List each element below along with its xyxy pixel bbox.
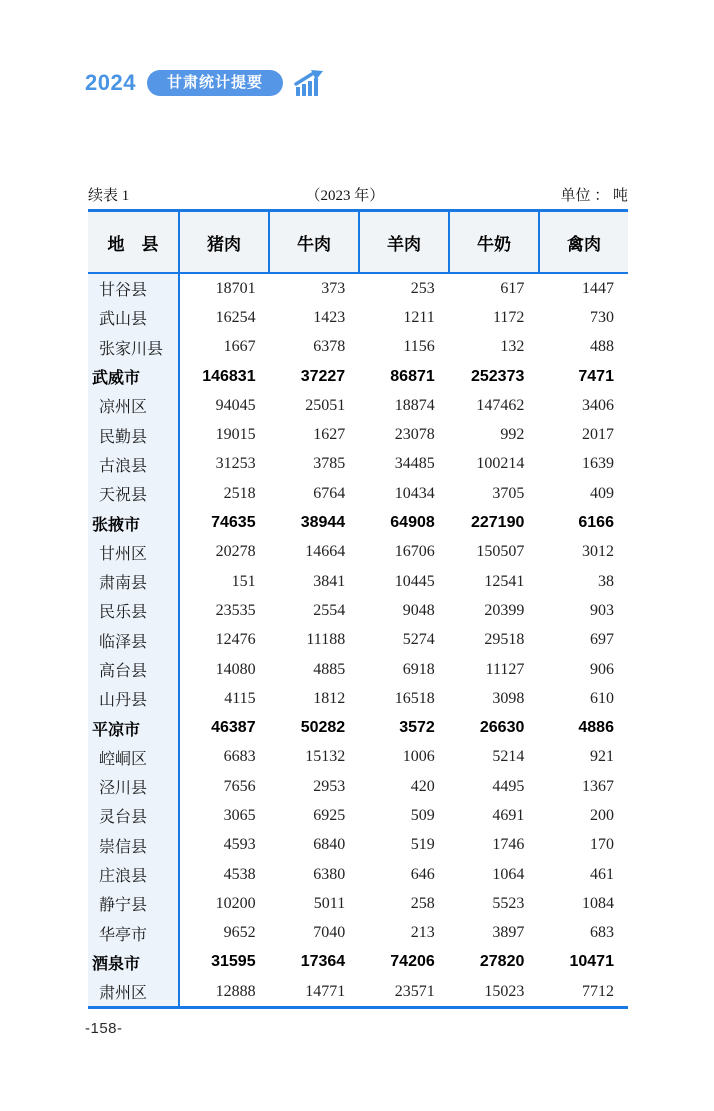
table-row xyxy=(88,655,628,684)
cell-pork: 18701 xyxy=(215,279,256,297)
region-name-cell: 凉州区 xyxy=(88,391,180,420)
cell-milk: 20399 xyxy=(484,601,525,619)
table-header-row xyxy=(88,212,628,274)
cell-pork: 9652 xyxy=(223,924,256,942)
cell-poultry: 4886 xyxy=(578,719,614,737)
cell-pork: 14080 xyxy=(215,660,256,678)
region-name-cell: 古浪县 xyxy=(88,450,180,479)
cell-mutton: 10445 xyxy=(394,572,435,590)
region-name-cell: 民勤县 xyxy=(88,420,180,449)
table-row xyxy=(88,274,628,303)
cell-poultry: 3406 xyxy=(581,396,614,414)
region-name-cell: 甘州区 xyxy=(88,538,180,567)
cell-mutton: 10434 xyxy=(394,484,435,502)
region-name-cell: 武威市 xyxy=(88,362,180,391)
table-body xyxy=(88,274,628,1006)
cell-beef: 17364 xyxy=(300,953,346,971)
region-name-cell: 崆峒区 xyxy=(88,743,180,772)
cell-beef: 15132 xyxy=(305,748,346,766)
cell-beef: 1423 xyxy=(313,308,346,326)
cell-pork: 3065 xyxy=(223,806,256,824)
cell-poultry: 1084 xyxy=(581,894,614,912)
cell-mutton: 5274 xyxy=(402,631,435,649)
cell-milk: 617 xyxy=(500,279,525,297)
table-meta-row xyxy=(88,184,628,205)
table-row xyxy=(88,479,628,508)
cell-poultry: 7471 xyxy=(578,367,614,385)
cell-mutton: 646 xyxy=(410,865,435,883)
table-row xyxy=(88,420,628,449)
page-number: -158- xyxy=(85,1020,123,1037)
cell-milk: 252373 xyxy=(470,367,525,385)
cell-poultry: 409 xyxy=(589,484,614,502)
cell-pork: 2518 xyxy=(223,484,256,502)
cell-beef: 6378 xyxy=(313,338,346,356)
cell-beef: 1812 xyxy=(313,689,346,707)
cell-mutton: 1156 xyxy=(403,338,435,356)
column-header-beef: 牛肉 xyxy=(270,212,360,272)
cell-poultry: 906 xyxy=(589,660,614,678)
column-header-region: 地 县 xyxy=(88,212,180,272)
table-row xyxy=(88,743,628,772)
cell-beef: 25051 xyxy=(305,396,346,414)
cell-poultry: 610 xyxy=(589,689,614,707)
cell-mutton: 86871 xyxy=(390,367,435,385)
continued-table-label: 续表 1 xyxy=(88,188,130,204)
cell-milk: 4495 xyxy=(492,777,525,795)
cell-poultry: 2017 xyxy=(581,426,614,444)
table-row xyxy=(88,450,628,479)
production-table xyxy=(88,209,628,1009)
region-name-cell: 灵台县 xyxy=(88,801,180,830)
cell-poultry: 903 xyxy=(589,601,614,619)
cell-milk: 15023 xyxy=(484,982,525,1000)
cell-milk: 26630 xyxy=(479,719,525,737)
cell-beef: 37227 xyxy=(300,367,346,385)
region-name-cell: 天祝县 xyxy=(88,479,180,508)
table-row xyxy=(88,919,628,948)
cell-mutton: 420 xyxy=(410,777,435,795)
table-row xyxy=(88,538,628,567)
table-row xyxy=(88,333,628,362)
region-name-cell: 临泽县 xyxy=(88,626,180,655)
cell-pork: 4115 xyxy=(224,689,256,707)
cell-milk: 992 xyxy=(500,426,525,444)
cell-milk: 27820 xyxy=(479,953,525,971)
cell-milk: 147462 xyxy=(476,396,525,414)
table-row xyxy=(88,362,628,391)
brand-year: 2024 xyxy=(85,70,136,95)
cell-poultry: 38 xyxy=(597,572,614,590)
cell-beef: 50282 xyxy=(300,719,346,737)
cell-pork: 94045 xyxy=(215,396,256,414)
cell-beef: 6925 xyxy=(313,806,346,824)
table-row xyxy=(88,772,628,801)
region-name-cell: 武山县 xyxy=(88,303,180,332)
cell-pork: 31595 xyxy=(211,953,256,971)
column-header-milk: 牛奶 xyxy=(450,212,540,272)
cell-beef: 373 xyxy=(321,279,346,297)
cell-beef: 14664 xyxy=(305,543,346,561)
cell-beef: 6764 xyxy=(313,484,346,502)
cell-pork: 151 xyxy=(231,572,256,590)
region-name-cell: 张家川县 xyxy=(88,333,180,362)
table-row xyxy=(88,303,628,332)
cell-beef: 11188 xyxy=(306,631,346,649)
cell-mutton: 74206 xyxy=(390,953,435,971)
cell-mutton: 509 xyxy=(410,806,435,824)
table-row xyxy=(88,948,628,977)
cell-mutton: 3572 xyxy=(399,719,435,737)
cell-beef: 1627 xyxy=(313,426,346,444)
cell-beef: 3841 xyxy=(313,572,346,590)
column-header-poultry: 禽肉 xyxy=(567,234,601,254)
cell-pork: 1667 xyxy=(223,338,256,356)
cell-poultry: 697 xyxy=(589,631,614,649)
region-name-cell: 静宁县 xyxy=(88,889,180,918)
cell-beef: 7040 xyxy=(313,924,346,942)
brand-header xyxy=(85,70,324,96)
cell-beef: 14771 xyxy=(305,982,346,1000)
region-name-cell: 平凉市 xyxy=(88,713,180,742)
cell-pork: 4538 xyxy=(223,865,256,883)
cell-mutton: 258 xyxy=(410,894,435,912)
region-name-cell: 崇信县 xyxy=(88,831,180,860)
cell-beef: 2953 xyxy=(313,777,346,795)
table-row xyxy=(88,860,628,889)
cell-poultry: 488 xyxy=(589,338,614,356)
cell-pork: 4593 xyxy=(223,836,256,854)
cell-pork: 12888 xyxy=(215,982,256,1000)
cell-milk: 227190 xyxy=(470,514,525,532)
cell-poultry: 6166 xyxy=(578,514,614,532)
table-row xyxy=(88,391,628,420)
cell-pork: 20278 xyxy=(215,543,256,561)
cell-pork: 6683 xyxy=(223,748,256,766)
region-name-cell: 肃南县 xyxy=(88,567,180,596)
cell-milk: 150507 xyxy=(476,543,525,561)
region-name-cell: 民乐县 xyxy=(88,596,180,625)
cell-poultry: 10471 xyxy=(569,953,614,971)
cell-mutton: 6918 xyxy=(402,660,435,678)
cell-poultry: 7712 xyxy=(581,982,614,1000)
cell-poultry: 730 xyxy=(589,308,614,326)
cell-milk: 4691 xyxy=(492,806,525,824)
cell-poultry: 1447 xyxy=(581,279,614,297)
region-name-cell: 酒泉市 xyxy=(88,948,180,977)
cell-milk: 3098 xyxy=(492,689,525,707)
cell-poultry: 683 xyxy=(589,924,614,942)
cell-milk: 1064 xyxy=(492,865,525,883)
brand-title-pill: 甘肃统计提要 xyxy=(147,70,283,96)
cell-milk: 12541 xyxy=(484,572,525,590)
cell-pork: 23535 xyxy=(215,601,256,619)
cell-beef: 4885 xyxy=(313,660,346,678)
cell-poultry: 461 xyxy=(589,865,614,883)
cell-pork: 31253 xyxy=(215,455,256,473)
table-row xyxy=(88,977,628,1006)
cell-mutton: 23078 xyxy=(394,426,435,444)
region-name-cell: 山丹县 xyxy=(88,684,180,713)
column-header-mutton: 羊肉 xyxy=(360,212,450,272)
region-name-cell: 华亭市 xyxy=(88,919,180,948)
table-row xyxy=(88,713,628,742)
column-header-pork: 猪肉 xyxy=(180,212,270,272)
cell-mutton: 16518 xyxy=(394,689,435,707)
table-row xyxy=(88,684,628,713)
cell-milk: 1746 xyxy=(492,836,525,854)
cell-mutton: 1211 xyxy=(403,308,435,326)
cell-pork: 10200 xyxy=(215,894,256,912)
region-name-cell: 张掖市 xyxy=(88,508,180,537)
table-unit-label: 单位 ： 吨 xyxy=(560,188,628,204)
cell-beef: 3785 xyxy=(313,455,346,473)
cell-mutton: 16706 xyxy=(394,543,435,561)
table-row xyxy=(88,801,628,830)
cell-mutton: 519 xyxy=(410,836,435,854)
table-row xyxy=(88,889,628,918)
cell-poultry: 170 xyxy=(589,836,614,854)
table-row xyxy=(88,508,628,537)
cell-pork: 146831 xyxy=(202,367,256,385)
cell-poultry: 1367 xyxy=(581,777,614,795)
region-name-cell: 肃州区 xyxy=(88,977,180,1006)
table-row xyxy=(88,626,628,655)
cell-milk: 5214 xyxy=(492,748,525,766)
table-row xyxy=(88,831,628,860)
cell-mutton: 213 xyxy=(410,924,435,942)
cell-mutton: 23571 xyxy=(394,982,435,1000)
cell-poultry: 1639 xyxy=(581,455,614,473)
cell-milk: 5523 xyxy=(492,894,525,912)
cell-poultry: 3012 xyxy=(581,543,614,561)
cell-pork: 7656 xyxy=(223,777,256,795)
cell-milk: 3705 xyxy=(492,484,525,502)
cell-mutton: 253 xyxy=(410,279,435,297)
cell-pork: 46387 xyxy=(211,719,256,737)
cell-milk: 100214 xyxy=(476,455,525,473)
cell-pork: 16254 xyxy=(215,308,256,326)
cell-pork: 12476 xyxy=(215,631,256,649)
region-name-cell: 庄浪县 xyxy=(88,860,180,889)
cell-milk: 11127 xyxy=(485,660,525,678)
cell-mutton: 1006 xyxy=(402,748,435,766)
cell-mutton: 18874 xyxy=(394,396,435,414)
table-row xyxy=(88,596,628,625)
cell-poultry: 200 xyxy=(589,806,614,824)
table-row xyxy=(88,567,628,596)
region-name-cell: 高台县 xyxy=(88,655,180,684)
cell-mutton: 9048 xyxy=(402,601,435,619)
cell-mutton: 64908 xyxy=(390,514,435,532)
cell-beef: 2554 xyxy=(313,601,346,619)
cell-beef: 38944 xyxy=(300,514,346,532)
cell-milk: 1172 xyxy=(492,308,525,326)
cell-beef: 5011 xyxy=(313,894,346,912)
cell-milk: 3897 xyxy=(492,924,525,942)
cell-pork: 19015 xyxy=(215,426,256,444)
cell-mutton: 34485 xyxy=(394,455,435,473)
cell-poultry: 921 xyxy=(589,748,614,766)
cell-beef: 6380 xyxy=(313,865,346,883)
trending-up-chart-icon xyxy=(294,70,324,96)
cell-milk: 29518 xyxy=(484,631,525,649)
cell-pork: 74635 xyxy=(211,514,256,532)
region-name-cell: 泾川县 xyxy=(88,772,180,801)
cell-milk: 132 xyxy=(500,338,525,356)
region-name-cell: 甘谷县 xyxy=(88,274,180,303)
table-year-label: （2023 年） xyxy=(305,188,385,204)
cell-beef: 6840 xyxy=(313,836,346,854)
